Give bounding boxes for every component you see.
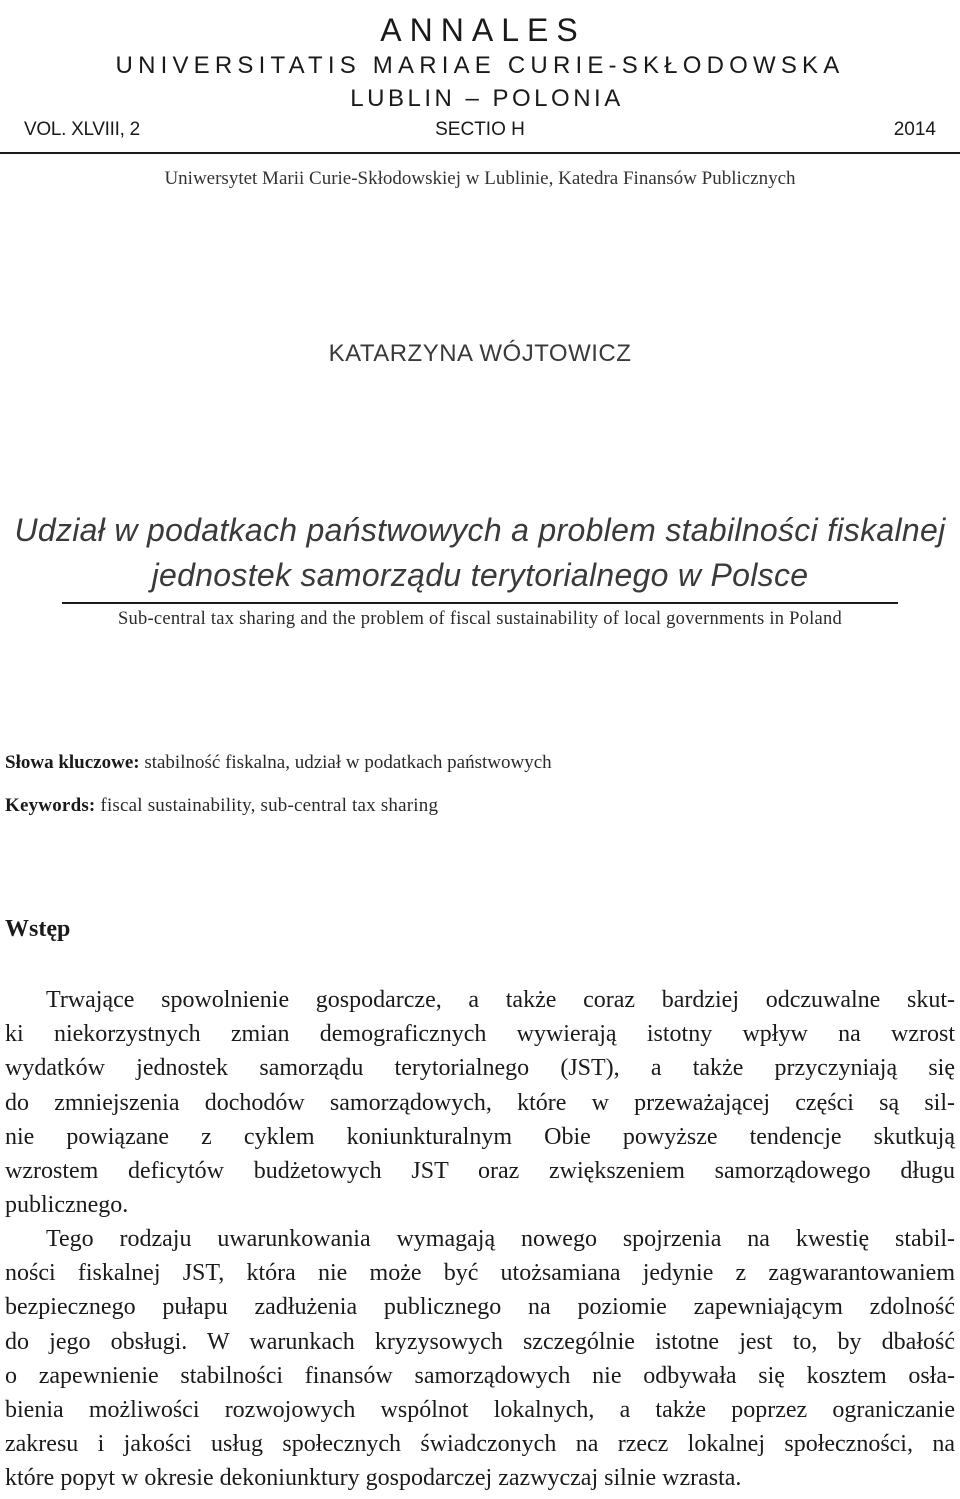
- paragraph-line: nie powiązane z cyklem koniunkturalnym Obie powyższe tendencje skutkują: [5, 1123, 955, 1150]
- paragraph-1: [5, 983, 955, 1222]
- author-affiliation: Uniwersytet Marii Curie-Skłodowskiej w Lublinie, Katedra Finansów Publicznych: [164, 168, 796, 189]
- paragraph-2: [5, 1222, 955, 1496]
- paragraph-line: do jego obsługi. W warunkach kryzysowych szczególnie istotne jest to, by dbałość: [5, 1328, 955, 1355]
- article-title-line-2: jednostek samorządu terytorialnego w Polsce: [151, 557, 809, 593]
- keywords-english-label: Keywords:: [5, 795, 96, 816]
- volume-label: VOL. XLVIII, 2: [24, 119, 140, 140]
- paragraph-line: ności fiskalnej JST, która nie może być utożsamiana jedynie z zagwarantowaniem: [5, 1260, 955, 1287]
- keywords-polish-value: stabilność fiskalna, udział w podatkach państwowych: [139, 752, 552, 773]
- journal-place: LUBLIN – POLONIA: [350, 85, 624, 112]
- paragraph-line: Tego rodzaju uwarunkowania wymagają nowego spojrzenia na kwestię stabil-: [46, 1226, 955, 1252]
- paragraph-line: publicznego.: [5, 1192, 129, 1219]
- article-title: [0, 508, 960, 598]
- paragraph-line: wydatków jednostek samorządu terytorialnego (JST), a także przyczyniają się: [5, 1055, 955, 1082]
- journal-university: UNIVERSITATIS MARIAE CURIE-SKŁODOWSKA: [115, 52, 845, 79]
- paragraph-line: bezpiecznego pułapu zadłużenia publicznego na poziomie zapewniającym zdolność: [5, 1294, 955, 1321]
- title-rule: [62, 602, 898, 604]
- keywords-polish-label: Słowa kluczowe:: [5, 752, 140, 773]
- paragraph-line: bienia możliwości rozwojowych wspólnot lokalnych, a także poprzez ograniczanie: [5, 1396, 955, 1423]
- paragraph-line: ki niekorzystnych zmian demograficznych wywierają istotny wpływ na wzrost: [5, 1021, 955, 1048]
- author-name: KATARZYNA WÓJTOWICZ: [328, 340, 632, 367]
- paragraph-line: Trwające spowolnienie gospodarcze, a także coraz bardziej odczuwalne skut-: [46, 987, 955, 1013]
- keywords-polish: [5, 752, 552, 774]
- journal-title: ANNALES: [380, 12, 586, 48]
- keywords-english: [5, 795, 438, 817]
- journal-meta-row: [24, 119, 936, 147]
- paragraph-line: wzrostem deficytów budżetowych JST oraz zwiększeniem samorządowego długu: [5, 1157, 955, 1184]
- paragraph-line: o zapewnienie stabilności finansów samorządowych nie odbywała się kosztem osła-: [5, 1362, 955, 1389]
- section-label: SECTIO H: [435, 119, 525, 140]
- article-title-line-1: Udział w podatkach państwowych a problem stabilności fiskalnej: [14, 512, 946, 548]
- keywords-english-value: fiscal sustainability, sub-central tax sharing: [95, 795, 439, 816]
- paragraph-line: do zmniejszenia dochodów samorządowych, które w przeważającej części są sil-: [5, 1089, 955, 1116]
- year-label: 2014: [893, 119, 936, 140]
- paragraph-line: które popyt w okresie dekoniunktury gospodarczej zazwyczaj silnie wzrasta.: [5, 1465, 742, 1492]
- header-rule: [0, 152, 960, 154]
- article-subtitle-english: Sub-central tax sharing and the problem of fiscal sustainability of local governments in Poland: [117, 609, 842, 629]
- paragraph-line: zakresu i jakości usług społecznych świadczonych na rzecz lokalnej społeczności, na: [5, 1431, 955, 1458]
- section-heading: Wstęp: [5, 916, 71, 942]
